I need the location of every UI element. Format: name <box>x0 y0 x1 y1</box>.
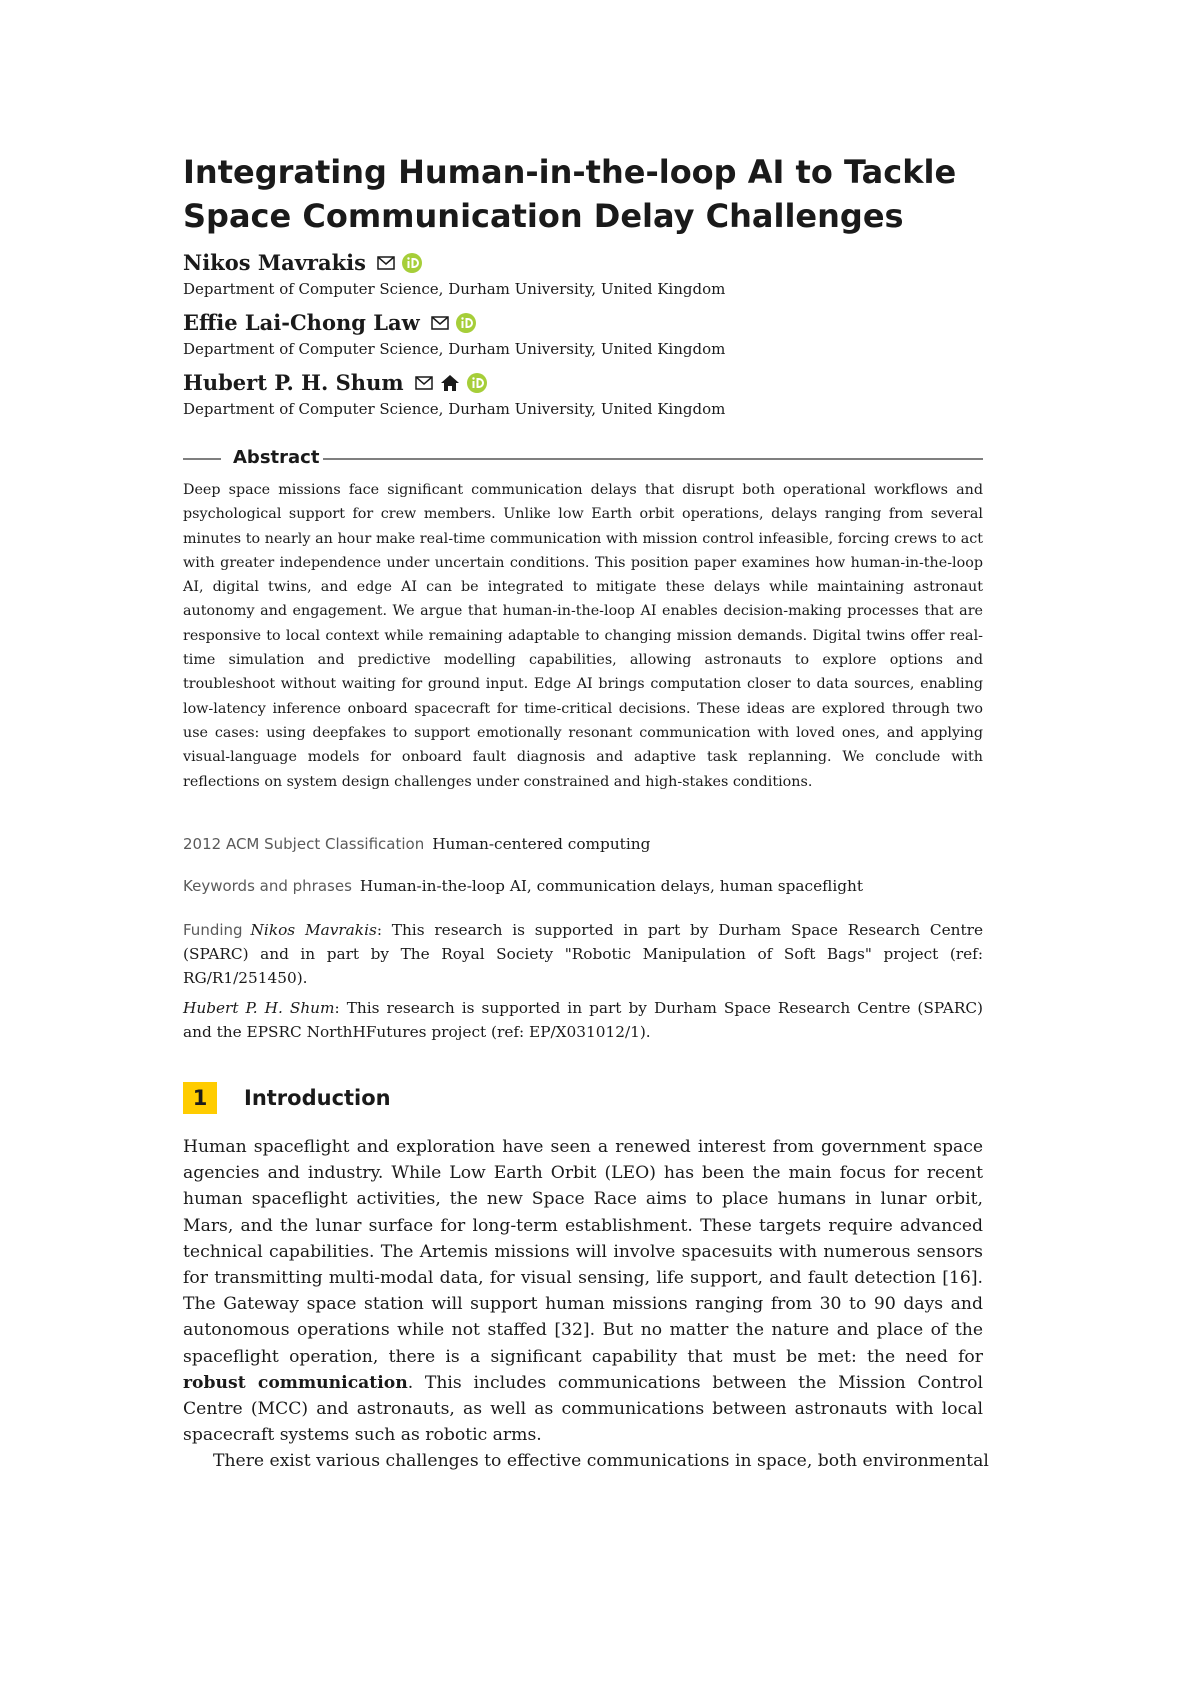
intro-emphasis: robust communication <box>183 1372 408 1393</box>
author-name: Effie Lai-Chong Law <box>183 310 420 335</box>
abstract-heading <box>183 446 983 470</box>
orcid-icon[interactable] <box>456 313 476 333</box>
acm-classification-key: 2012 ACM Subject Classification <box>183 835 425 853</box>
orcid-icon[interactable] <box>402 253 422 273</box>
section-number: 1 <box>183 1082 217 1114</box>
abstract-rule-left <box>183 458 221 460</box>
acm-classification-value: Human-centered computing <box>432 835 651 853</box>
abstract-label: Abstract <box>233 447 320 468</box>
funding-entry <box>183 996 983 1044</box>
acm-classification <box>183 832 983 856</box>
email-icon[interactable] <box>415 376 433 390</box>
author-name: Nikos Mavrakis <box>183 250 366 275</box>
intro-paragraph: There exist various challenges to effective communications in space, both environmental <box>213 1451 989 1471</box>
funding-text: : This research is supported in part by Durham Space Research Centre (SPARC) and in part by The Royal Society "Robotic Manipulation of Soft Bags" project (ref: RG/R1/251450). <box>183 921 983 987</box>
orcid-icon[interactable] <box>467 373 487 393</box>
keywords <box>183 874 983 898</box>
section-title: Introduction <box>244 1086 391 1110</box>
author-name: Hubert P. H. Shum <box>183 370 404 395</box>
abstract-text: Deep space missions face significant communication delays that disrupt both operational workflows and psychological support for crew members. Unlike low Earth orbit operations, delays ranging from several minutes to nearly an hour make real-time communication with mission control infeasible, forcing crews to act with greater independence under uncertain conditions. This position paper examines how human-in-the-loop AI, digital twins, and edge AI can be integrated to mitigate these delays while maintaining astronaut autonomy and engagement. We argue that human-in-the-loop AI enables decision-making processes that are responsive to local context while remaining adaptable to changing mission demands. Digital twins offer real-time simulation and predictive modelling capabilities, allowing astronauts to explore options and troubleshoot without waiting for ground input. Edge AI brings computation closer to data sources, enabling low-latency inference onboard spacecraft for time-critical decisions. These ideas are explored through two use cases: using deepfakes to support emotionally resonant communication with loved ones, and applying visual-language models for onboard fault diagnosis and adaptive task replanning. We conclude with reflections on system design challenges under constrained and high-stakes conditions. <box>183 482 983 790</box>
funding-text: : This research is supported in part by Durham Space Research Centre (SPARC) and the EPSRC NorthHFutures project (ref: EP/X031012/1). <box>183 999 984 1041</box>
keywords-key: Keywords and phrases <box>183 877 352 895</box>
author-icons <box>415 373 489 394</box>
intro-text: Human spaceflight and exploration have seen a renewed interest from government space agencies and industry. While Low Earth Orbit (LEO) has been the main focus for recent human spaceflight activities, the new Space Race aims to place humans in lunar orbit, Mars, and the lunar surface for long-term establishment. These targets require advanced technical capabilities. The Artemis missions will involve spacesuits with numerous sensors for transmitting multi-modal data, for visual sensing, life support, and fault detection [16]. The Gateway space station will support human missions ranging from 30 to 90 days and autonomous operations while not staffed [32]. But no matter the nature and place of the spaceflight operation, there is a significant capability that must be met: the need for <box>183 1137 983 1367</box>
funding-key: Funding <box>183 921 243 939</box>
author-icons <box>377 253 424 274</box>
author-block <box>183 310 983 360</box>
author-affiliation: Department of Computer Science, Durham University, United Kingdom <box>183 400 726 418</box>
email-icon[interactable] <box>431 316 449 330</box>
intro-paragraph <box>183 1134 983 1448</box>
author-block <box>183 370 983 420</box>
funding-name: Nikos Mavrakis <box>250 921 377 939</box>
keywords-value: Human-in-the-loop AI, communication delays, human spaceflight <box>359 877 864 895</box>
author-affiliation: Department of Computer Science, Durham University, United Kingdom <box>183 280 726 298</box>
author-affiliation: Department of Computer Science, Durham University, United Kingdom <box>183 340 726 358</box>
author-icons <box>431 313 478 334</box>
paper-title: Integrating Human-in-the-loop AI to Tackle Space Communication Delay Challenges <box>183 153 957 235</box>
home-icon[interactable] <box>440 374 460 392</box>
section-heading <box>183 1082 983 1114</box>
author-block <box>183 250 983 300</box>
funding <box>183 918 983 990</box>
abstract-rule-right <box>323 458 983 460</box>
email-icon[interactable] <box>377 256 395 270</box>
funding-name: Hubert P. H. Shum <box>183 999 335 1017</box>
intro-text: . This includes communications between the Mission Control Centre (MCC) and astronauts, as well as communications between astronauts with local spacecraft systems such as robotic arms. <box>183 1372 983 1446</box>
